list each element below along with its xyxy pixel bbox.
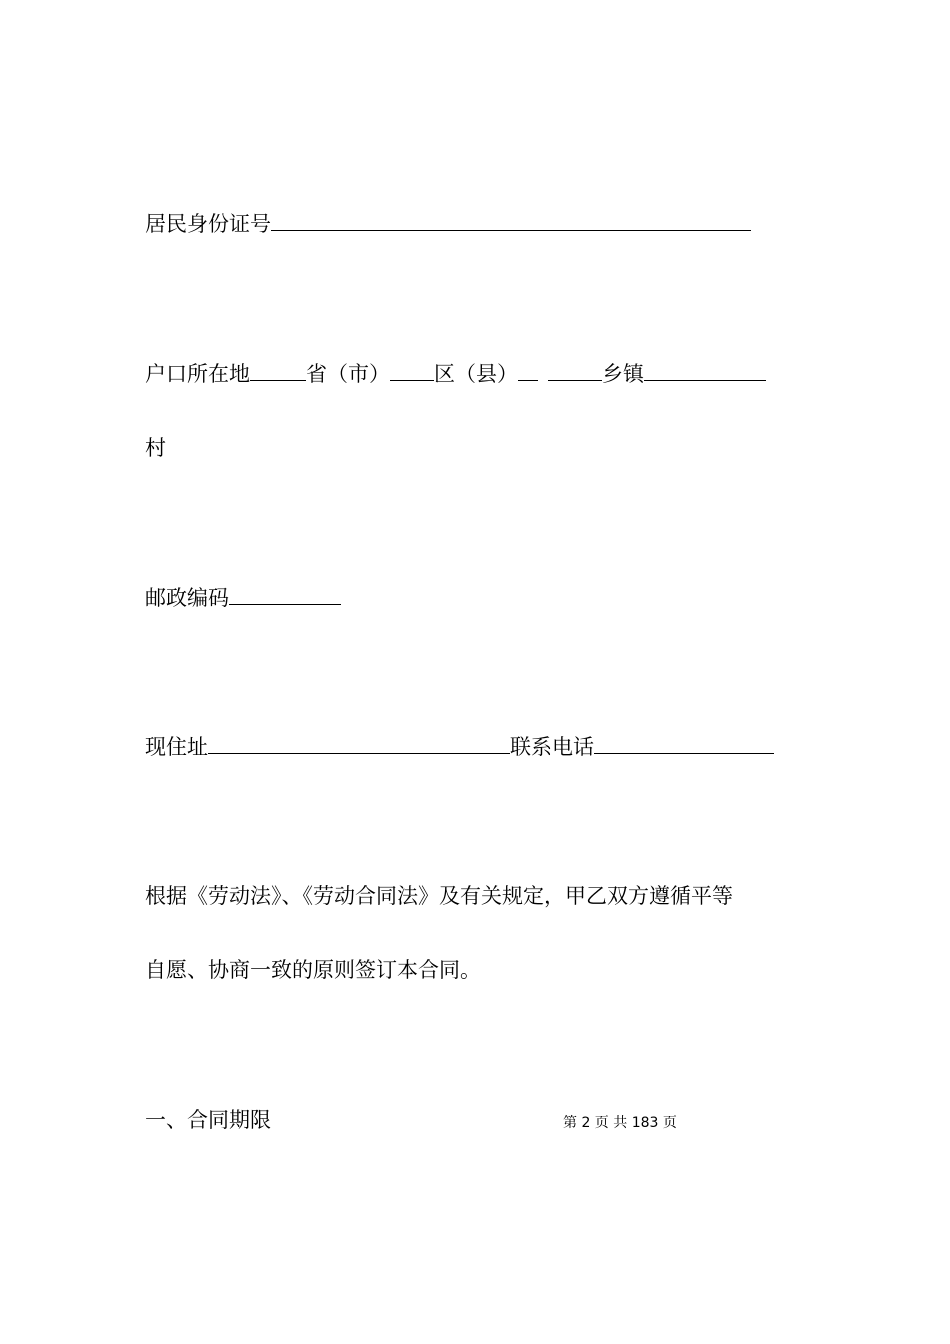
province-label: 省（市）	[306, 362, 390, 386]
page-number: 第 2 页 共 183 页	[563, 1115, 677, 1131]
province-blank[interactable]	[250, 360, 306, 381]
district-blank[interactable]	[390, 360, 434, 381]
address-row	[145, 733, 774, 761]
postal-row	[145, 584, 341, 612]
paragraph-line-1: 根据《劳动法》、《劳动合同法》及有关规定，甲乙双方遵循平等	[145, 884, 733, 908]
address-blank[interactable]	[208, 733, 510, 754]
id-number-row	[145, 210, 751, 238]
town-blank-1[interactable]	[518, 360, 538, 381]
district-label: 区（县）	[434, 362, 518, 386]
village-row	[145, 434, 166, 462]
hukou-label: 户口所在地	[145, 362, 250, 386]
paragraph-line-2: 自愿、协商一致的原则签订本合同。	[145, 958, 481, 982]
phone-label: 联系电话	[510, 735, 594, 759]
postal-code-label: 邮政编码	[145, 586, 229, 610]
village-label: 村	[145, 436, 166, 460]
hukou-row	[145, 360, 766, 388]
town-blank-2[interactable]	[548, 360, 602, 381]
postal-code-blank[interactable]	[229, 584, 341, 605]
id-number-label: 居民身份证号	[145, 212, 271, 236]
village-blank[interactable]	[644, 360, 766, 381]
id-number-blank[interactable]	[271, 210, 751, 231]
section-heading: 一、合同期限	[145, 1108, 271, 1132]
township-label: 乡镇	[602, 362, 644, 386]
phone-blank[interactable]	[594, 733, 774, 754]
address-label: 现住址	[145, 735, 208, 759]
